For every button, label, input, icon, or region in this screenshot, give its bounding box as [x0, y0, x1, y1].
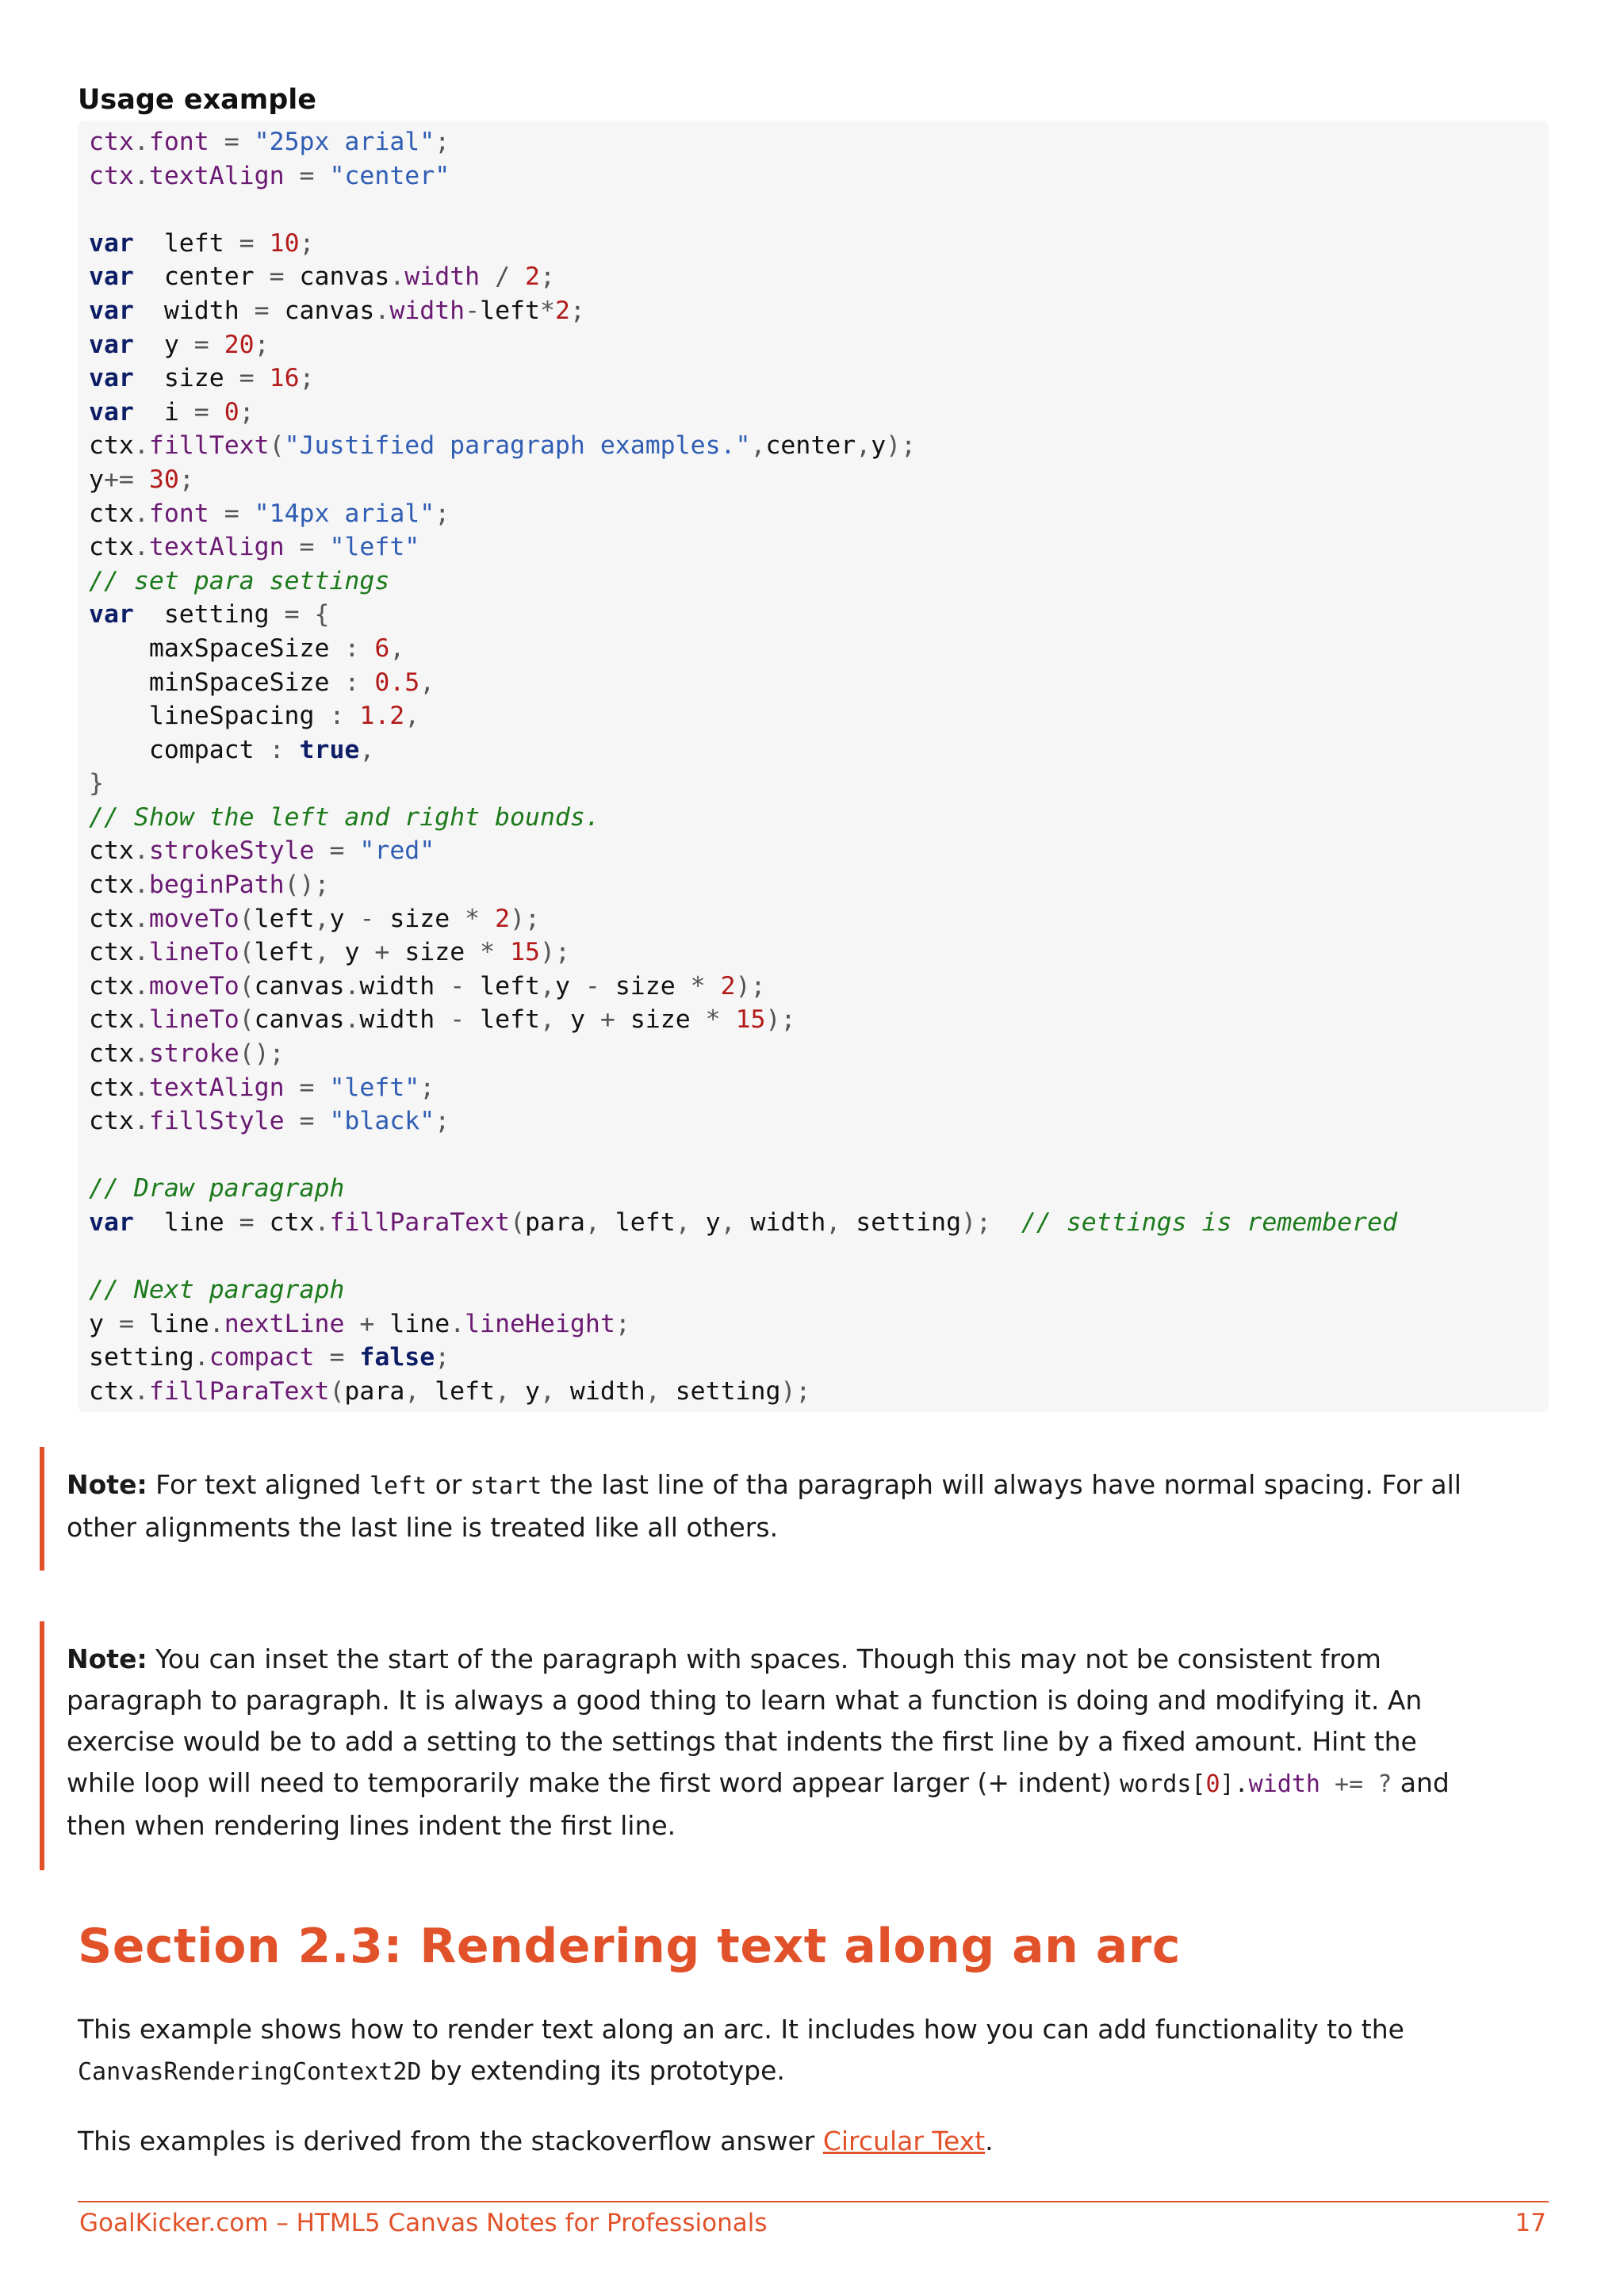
- code-line: [89, 1138, 1538, 1173]
- code-line: var width = canvas.width-left*2;: [89, 296, 585, 325]
- code-line: }: [89, 769, 104, 798]
- note-text: the last line of tha paragraph will always have normal spacing. For all other alignments the last line is treated like all others.: [67, 1469, 1461, 1543]
- code-line: ctx.font = "25px arial";: [89, 128, 450, 156]
- code-block: [78, 121, 1549, 1412]
- note-text: and then when rendering lines indent the first line.: [67, 1767, 1450, 1841]
- code-line: var i = 0;: [89, 397, 255, 427]
- code-line: var setting = {: [89, 600, 330, 629]
- footer-site-title: GoalKicker.com – HTML5 Canvas Notes for Professionals: [79, 2209, 768, 2237]
- code-line: ctx.lineTo(left, y + size * 15);: [89, 938, 570, 967]
- code-line: var size = 16;: [89, 364, 315, 393]
- code-line: [89, 1240, 1538, 1274]
- code-line: ctx.fillStyle = "black";: [89, 1107, 450, 1136]
- code-line: setting.compact = false;: [89, 1343, 450, 1372]
- code-line: // Show the left and right bounds.: [89, 802, 600, 832]
- code-line: var left = 10;: [89, 228, 315, 258]
- code-line: var y = 20;: [89, 330, 270, 359]
- note-label: Note:: [67, 1469, 147, 1500]
- code-line: ctx.strokeStyle = "red": [89, 836, 435, 866]
- note-box-inset: [40, 1621, 1486, 1870]
- note-label: Note:: [67, 1644, 147, 1674]
- code-line: ctx.lineTo(canvas.width - left, y + size * 15);: [89, 1005, 796, 1035]
- note-text: You can inset the start of the paragraph with spaces. Though this may not be consistent from paragraph to paragraph. It is always a good thing to learn what a function is doing and modifying it. An exercise would be to add a setting to the settings that indents the first line by a fixed amount. Hint the while loop will need to temporarily make the first word appear larger (+ indent): [67, 1644, 1423, 1798]
- note-text: or: [427, 1469, 470, 1500]
- note-text: For text aligned: [147, 1469, 370, 1500]
- code-line: maxSpaceSize : 6,: [89, 633, 405, 663]
- section-title: Section 2.3: Rendering text along an arc: [78, 1919, 1181, 1974]
- code-line: var center = canvas.width / 2;: [89, 262, 555, 292]
- circular-text-link[interactable]: Circular Text: [822, 2126, 986, 2156]
- footer-page-number: 17: [1515, 2209, 1546, 2237]
- code-line: compact : true,: [89, 735, 375, 764]
- code-line: // Draw paragraph: [89, 1174, 345, 1203]
- inline-code-start: start: [469, 1472, 542, 1500]
- code-line: ctx.font = "14px arial";: [89, 499, 450, 528]
- code-line: // set para settings: [89, 566, 390, 595]
- code-line: lineSpacing : 1.2,: [89, 702, 420, 731]
- code-line: ctx.stroke();: [89, 1039, 285, 1069]
- code-line: ctx.textAlign = "left": [89, 533, 420, 562]
- usage-example-heading: Usage example: [78, 84, 317, 116]
- code-line: ctx.fillParaText(para, left, y, width, setting);: [89, 1376, 811, 1406]
- code-line: [89, 193, 1538, 227]
- code-line: y+= 30;: [89, 465, 194, 494]
- code-line: ctx.fillText("Justified paragraph examples.",center,y);: [89, 431, 917, 461]
- code-line: ctx.textAlign = "center": [89, 161, 450, 190]
- footer-divider: [78, 2201, 1549, 2202]
- intro-paragraph: This example shows how to render text along an arc. It includes how you can add functionality to the CanvasRenderingContext2D by extending its prototype.: [78, 2014, 1404, 2086]
- code-line: var line = ctx.fillParaText(para, left, y, width, setting); // settings is remembered: [89, 1208, 1398, 1237]
- inline-code-left: left: [369, 1472, 427, 1500]
- code-line: ctx.moveTo(left,y - size * 2);: [89, 904, 541, 933]
- inline-code-context: CanvasRenderingContext2D: [78, 2058, 422, 2086]
- code-line: ctx.beginPath();: [89, 871, 330, 900]
- code-line: y = line.nextLine + line.lineHeight;: [89, 1309, 630, 1338]
- source-paragraph: This examples is derived from the stackoverflow answer Circular Text.: [78, 2126, 994, 2156]
- code-line: // Next paragraph: [89, 1276, 345, 1305]
- inline-code-words: words[0].width += ?: [1120, 1770, 1392, 1798]
- code-line: ctx.textAlign = "left";: [89, 1073, 435, 1102]
- note-box-alignment: [40, 1447, 1486, 1571]
- code-line: ctx.moveTo(canvas.width - left,y - size * 2);: [89, 971, 766, 1001]
- code-line: minSpaceSize : 0.5,: [89, 668, 435, 697]
